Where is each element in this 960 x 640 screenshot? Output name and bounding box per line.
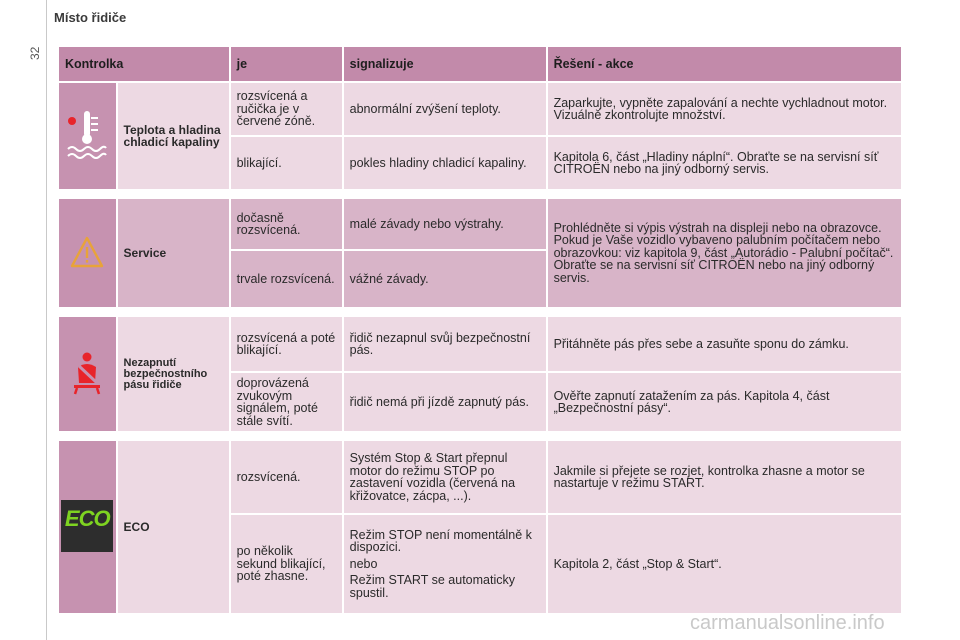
margin-rule	[46, 0, 47, 640]
seatbelt-icon	[59, 317, 116, 431]
eco-icon	[59, 441, 116, 613]
action-cell: Jakmile si přejete se rozjet, kontrolka zhasne a motor se nastartuje v režimu START.	[548, 441, 901, 513]
page-number: 32	[28, 46, 42, 60]
indicator-name: Service	[118, 199, 229, 307]
meaning-cell: pokles hladiny chladicí kapaliny.	[344, 137, 546, 189]
state-cell: rozsvícená a poté blikající.	[231, 317, 342, 371]
state-cell: po několik sekund blikající, poté zhasne.	[231, 515, 342, 613]
state-cell: rozsvícená.	[231, 441, 342, 513]
table-row	[59, 199, 901, 249]
warning-triangle-icon	[59, 199, 116, 307]
action-cell: Prohlédněte si výpis výstrah na displeji nebo na obrazovce. Pokud je Vaše vozidlo vybaveno palubním počítačem nebo obrazovkou: viz kapitola 9, část „Autorádio - Palubní počítač“. Obraťte se na servisní síť CITROËN nebo na jiný odborný servis.	[548, 199, 901, 307]
section-title: Místo řidiče	[54, 10, 127, 25]
state-cell: rozsvícená a ručička je v červené zóně.	[231, 83, 342, 135]
watermark: carmanualsonline.info	[690, 612, 885, 634]
action-cell: Přitáhněte pás přes sebe a zasuňte sponu do zámku.	[548, 317, 901, 371]
column-header: signalizuje	[344, 47, 546, 81]
state-cell: blikající.	[231, 137, 342, 189]
table-header-row	[59, 47, 901, 81]
eco-label: ECO	[64, 505, 110, 531]
meaning-cell: řidič nezapnul svůj bezpečnostní pás.	[344, 317, 546, 371]
column-header: Kontrolka	[59, 47, 229, 81]
meaning-cell: vážné závady.	[344, 251, 546, 307]
table-row	[59, 83, 901, 135]
coolant-temperature-icon	[59, 83, 116, 189]
action-cell: Kapitola 6, část „Hladiny náplní“. Obraťte se na servisní síť CITROËN nebo na jiný odborný servis.	[548, 137, 901, 189]
meaning-line: nebo	[349, 556, 378, 571]
action-cell: Ověřte zapnutí zatažením za pás. Kapitola 4, část „Bezpečnostní pásy“.	[548, 373, 901, 431]
table-row	[59, 317, 901, 371]
warning-lights-table	[57, 45, 903, 615]
indicator-name: Teplota a hladina chladicí kapaliny	[118, 83, 229, 189]
column-header: Řešení - akce	[548, 47, 901, 81]
state-cell: trvale rozsvícená.	[231, 251, 342, 307]
meaning-cell: Systém Stop & Start přepnul motor do režimu STOP po zastavení vozidla (červená na křižovatce, zácpa, ...).	[344, 441, 546, 513]
column-header: je	[231, 47, 342, 81]
meaning-line: Režim STOP není momentálně k dispozici.	[349, 527, 532, 555]
table-row	[59, 441, 901, 513]
action-cell: Kapitola 2, část „Stop & Start“.	[548, 515, 901, 613]
meaning-cell	[344, 515, 546, 613]
indicator-name: Nezapnutí bezpečnostního pásu řidiče	[118, 317, 229, 431]
action-cell: Zaparkujte, vypněte zapalování a nechte vychladnout motor. Vizuálně zkontrolujte množství.	[548, 83, 901, 135]
meaning-cell: řidič nemá při jízdě zapnutý pás.	[344, 373, 546, 431]
state-cell: dočasně rozsvícená.	[231, 199, 342, 249]
meaning-cell: abnormální zvýšení teploty.	[344, 83, 546, 135]
state-cell: doprovázená zvukovým signálem, poté stále svítí.	[231, 373, 342, 431]
meaning-cell: malé závady nebo výstrahy.	[344, 199, 546, 249]
meaning-line: Režim START se automaticky spustil.	[349, 573, 515, 600]
indicator-name: ECO	[118, 441, 229, 613]
